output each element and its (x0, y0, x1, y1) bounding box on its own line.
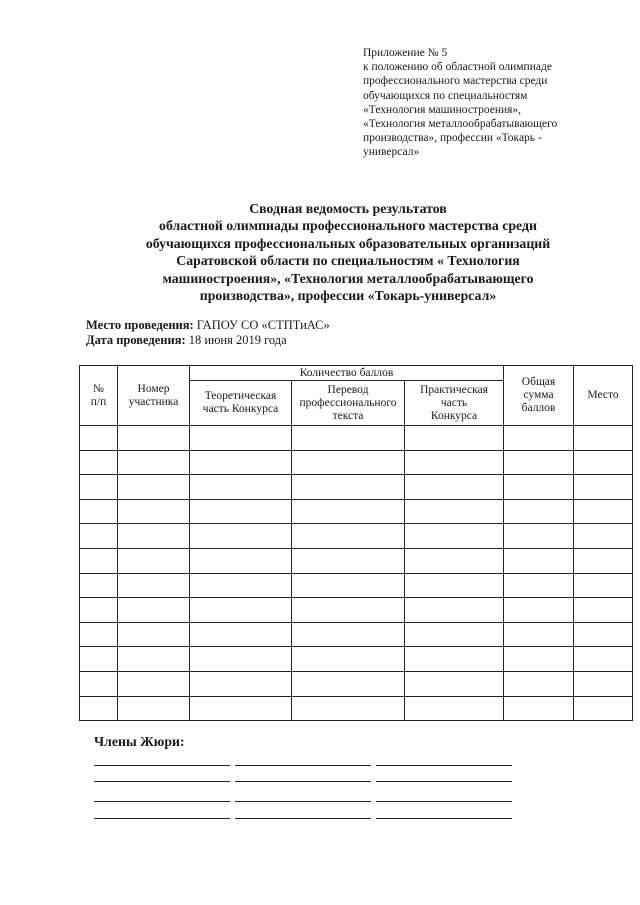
table-row (80, 647, 633, 672)
table-cell[interactable] (80, 524, 118, 549)
table-cell[interactable] (292, 450, 405, 475)
results-body (80, 426, 633, 721)
header-translation: Перевод профессионального текста (292, 381, 405, 426)
table-cell[interactable] (118, 548, 190, 573)
jury-signature-row (94, 781, 512, 783)
table-row (80, 548, 633, 573)
table-cell[interactable] (504, 671, 574, 696)
jury-signature-line[interactable] (235, 801, 371, 802)
jury-position-line[interactable] (376, 818, 512, 819)
jury-name-line[interactable] (94, 818, 230, 819)
table-cell[interactable] (80, 573, 118, 598)
table-cell[interactable] (292, 671, 405, 696)
header-total: Общая сумма баллов (504, 366, 574, 426)
table-cell[interactable] (574, 573, 633, 598)
table-cell[interactable] (80, 450, 118, 475)
jury-name-line[interactable] (94, 801, 230, 802)
table-cell[interactable] (574, 426, 633, 451)
table-cell[interactable] (190, 548, 292, 573)
table-cell[interactable] (80, 475, 118, 500)
table-row (80, 499, 633, 524)
table-cell[interactable] (574, 548, 633, 573)
table-cell[interactable] (118, 647, 190, 672)
table-row (80, 696, 633, 721)
annex-line: «Технология машиностроения», (363, 103, 522, 116)
table-cell[interactable] (574, 450, 633, 475)
venue-value: ГАПОУ СО «СТПТиАС» (193, 318, 330, 332)
table-cell[interactable] (292, 647, 405, 672)
annex-line: производства», профессии «Токарь - (363, 132, 542, 145)
table-cell[interactable] (80, 426, 118, 451)
table-cell[interactable] (190, 647, 292, 672)
table-cell[interactable] (405, 671, 504, 696)
table-cell[interactable] (504, 622, 574, 647)
table-row (80, 450, 633, 475)
table-cell[interactable] (190, 499, 292, 524)
table-cell[interactable] (118, 622, 190, 647)
table-cell[interactable] (190, 475, 292, 500)
table-cell[interactable] (80, 671, 118, 696)
table-cell[interactable] (190, 573, 292, 598)
table-cell[interactable] (292, 426, 405, 451)
table-cell[interactable] (504, 524, 574, 549)
venue-label: Место проведения: (86, 318, 194, 332)
table-cell[interactable] (574, 524, 633, 549)
jury-name-line[interactable] (94, 765, 230, 766)
table-row (80, 671, 633, 696)
table-cell[interactable] (190, 450, 292, 475)
table-row (80, 622, 633, 647)
table-cell[interactable] (405, 598, 504, 623)
table-cell[interactable] (405, 548, 504, 573)
table-cell[interactable] (405, 696, 504, 721)
table-cell[interactable] (80, 499, 118, 524)
annex-line: профессионального мастерства среди (363, 75, 548, 88)
jury-signature-row (94, 818, 512, 820)
table-cell[interactable] (574, 622, 633, 647)
table-cell[interactable] (292, 475, 405, 500)
table-cell[interactable] (504, 475, 574, 500)
table-cell[interactable] (118, 598, 190, 623)
table-cell[interactable] (504, 450, 574, 475)
table-row (80, 573, 633, 598)
table-cell[interactable] (190, 524, 292, 549)
annex-line: к положению об областной олимпиаде (363, 61, 552, 74)
table-cell[interactable] (405, 426, 504, 451)
venue-line (86, 318, 330, 333)
table-cell[interactable] (574, 647, 633, 672)
table-cell[interactable] (504, 499, 574, 524)
date-value: 18 июня 2019 года (185, 333, 287, 347)
jury-signature-row (94, 765, 512, 767)
table-cell[interactable] (190, 671, 292, 696)
table-cell[interactable] (80, 622, 118, 647)
header-theory: Теоретическая часть Конкурса (190, 381, 292, 426)
table-cell[interactable] (574, 696, 633, 721)
document-title (70, 200, 626, 304)
jury-signature-line[interactable] (235, 765, 371, 766)
table-cell[interactable] (405, 647, 504, 672)
jury-signature-line[interactable] (235, 781, 371, 782)
table-cell[interactable] (190, 426, 292, 451)
table-cell[interactable] (118, 696, 190, 721)
table-cell[interactable] (292, 622, 405, 647)
table-cell[interactable] (292, 598, 405, 623)
annex-line: Приложение № 5 (363, 47, 448, 59)
jury-position-line[interactable] (376, 801, 512, 802)
table-row (80, 475, 633, 500)
table-cell[interactable] (190, 696, 292, 721)
jury-signature-row (94, 801, 512, 803)
table-cell[interactable] (80, 548, 118, 573)
table-cell[interactable] (504, 647, 574, 672)
annex-line: универсал» (363, 146, 420, 159)
date-label: Дата проведения: (86, 333, 186, 347)
table-cell[interactable] (118, 573, 190, 598)
title-line: областной олимпиады профессионального мастерства среди (159, 218, 537, 234)
table-cell[interactable] (190, 622, 292, 647)
table-cell[interactable] (292, 524, 405, 549)
table-cell[interactable] (405, 499, 504, 524)
jury-position-line[interactable] (376, 765, 512, 766)
table-cell[interactable] (118, 450, 190, 475)
table-cell[interactable] (80, 598, 118, 623)
header-participant: Номер участника (118, 366, 190, 426)
table-cell[interactable] (118, 671, 190, 696)
table-cell[interactable] (405, 475, 504, 500)
results-table (79, 365, 633, 721)
table-cell[interactable] (504, 573, 574, 598)
header-practice: Практическая часть Конкурса (405, 381, 504, 426)
title-line: Саратовской области по специальностям « Технология (176, 253, 520, 269)
table-cell[interactable] (190, 598, 292, 623)
table-cell[interactable] (292, 696, 405, 721)
table-cell[interactable] (405, 450, 504, 475)
table-cell[interactable] (504, 548, 574, 573)
table-cell[interactable] (504, 696, 574, 721)
jury-position-line[interactable] (376, 781, 512, 782)
table-cell[interactable] (405, 573, 504, 598)
table-cell[interactable] (118, 524, 190, 549)
table-cell[interactable] (118, 426, 190, 451)
table-cell[interactable] (405, 622, 504, 647)
title-line: Сводная ведомость результатов (249, 201, 447, 216)
annex-note (363, 46, 623, 160)
date-line (86, 333, 287, 348)
jury-name-line[interactable] (94, 781, 230, 782)
table-cell[interactable] (80, 696, 118, 721)
table-cell[interactable] (574, 598, 633, 623)
title-line: обучающихся профессиональных образовательных организаций (145, 235, 551, 251)
table-cell[interactable] (405, 524, 504, 549)
table-cell[interactable] (574, 475, 633, 500)
table-cell[interactable] (574, 499, 633, 524)
header-number: № п/п (80, 366, 118, 426)
table-cell[interactable] (292, 548, 405, 573)
title-line: машиностроения», «Технология металлообрабатывающего (162, 270, 534, 286)
title-line: производства», профессии «Токарь-универсал» (199, 288, 497, 304)
table-cell[interactable] (292, 499, 405, 524)
table-row (80, 426, 633, 451)
table-cell[interactable] (118, 499, 190, 524)
table-cell[interactable] (574, 671, 633, 696)
table-cell[interactable] (504, 426, 574, 451)
header-score-group: Количество баллов (190, 366, 504, 381)
table-cell[interactable] (118, 475, 190, 500)
header-place: Место (574, 366, 633, 426)
jury-signature-line[interactable] (235, 818, 371, 819)
table-cell[interactable] (292, 573, 405, 598)
table-cell[interactable] (504, 598, 574, 623)
jury-label: Члены Жюри: (94, 734, 185, 749)
table-cell[interactable] (80, 647, 118, 672)
table-row (80, 598, 633, 623)
table-row (80, 524, 633, 549)
annex-line: обучающихся по специальностям (363, 89, 528, 102)
annex-line: «Технология металлообрабатывающего (363, 118, 558, 131)
